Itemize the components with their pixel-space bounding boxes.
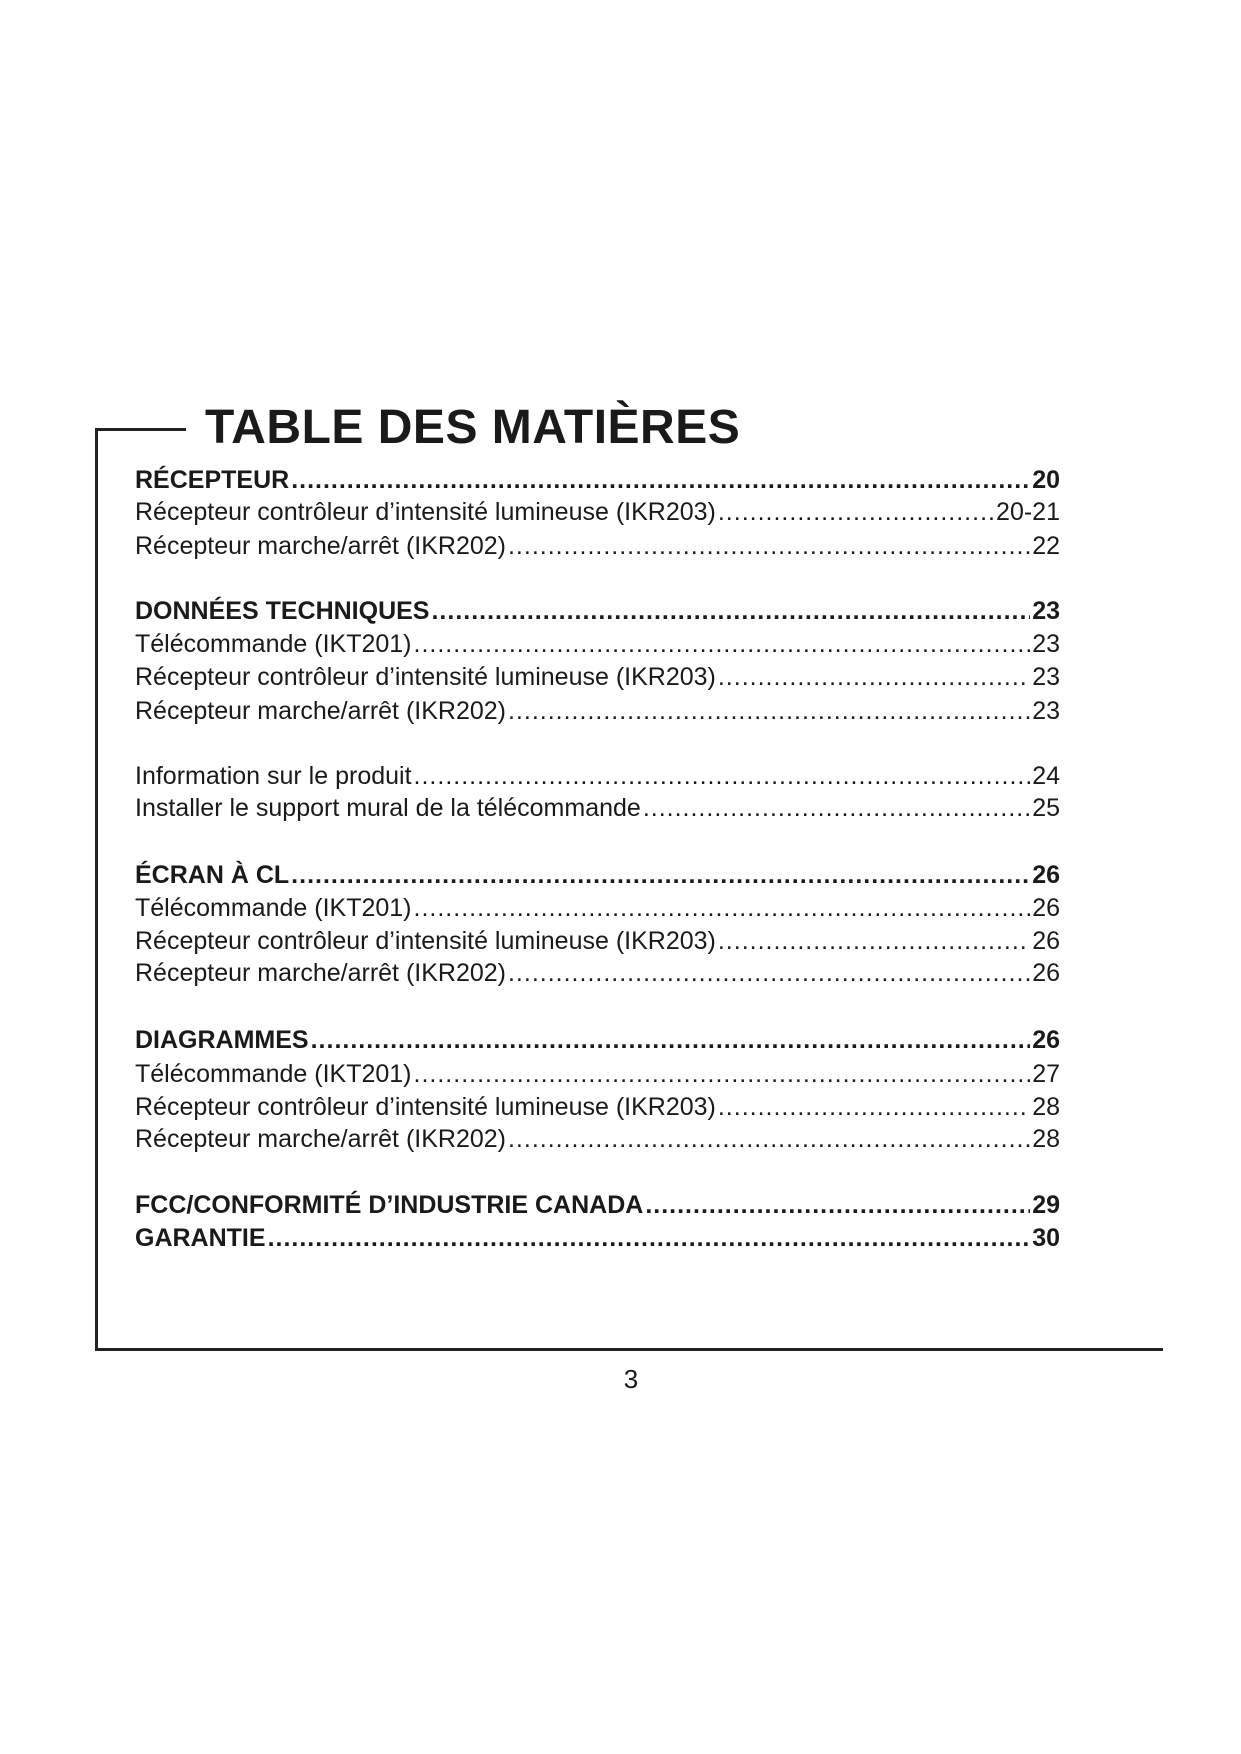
toc-entry-page: 26 [1032,1026,1060,1054]
toc-entry-page: 23 [1032,663,1060,691]
toc-entry-label: Récepteur marche/arrêt (IKR202) [135,532,506,560]
toc-entry-page: 26 [1032,861,1060,889]
toc-entry-page: 27 [1032,1060,1060,1088]
toc-entry-label: Récepteur marche/arrêt (IKR202) [135,697,506,725]
toc-leader-dots [718,496,994,528]
toc-leader-dots [291,464,1030,496]
frame-bottom-rule [95,1348,1163,1351]
toc-entry-page: 28 [1032,1125,1060,1153]
toc-entry-label: Récepteur marche/arrêt (IKR202) [135,959,506,987]
toc-entry-label: RÉCEPTEUR [135,466,290,494]
toc-entry [135,661,1060,693]
toc-leader-dots [268,1222,1031,1254]
toc-entry [135,925,1060,957]
toc-leader-dots [414,1058,1031,1090]
toc-entry-page: 25 [1032,794,1060,822]
toc-entry-label: FCC/CONFORMITÉ D’INDUSTRIE CANADA [135,1191,644,1219]
toc-leader-dots [414,760,1031,792]
frame-left-rule [95,428,98,1351]
toc-section-heading [135,859,1060,891]
toc-entry-label: Télécommande (IKT201) [135,1060,412,1088]
toc-leader-dots [508,957,1030,989]
toc-entry-page: 20-21 [996,498,1060,526]
toc-entry [135,957,1060,989]
toc-entry-page: 30 [1032,1224,1060,1252]
toc-entry [135,1222,1060,1254]
toc-entry-page: 24 [1032,762,1060,790]
toc-entry [135,792,1060,824]
toc-leader-dots [414,892,1031,924]
toc-entry [135,1091,1060,1123]
toc-entry-page: 29 [1032,1191,1060,1219]
toc-leader-dots [291,859,1030,891]
toc-leader-dots [645,1189,1030,1221]
toc-entry-label: ÉCRAN À CL [135,861,290,889]
toc-section-heading [135,464,1060,496]
toc-entry [135,1189,1060,1221]
toc-entry-label: DIAGRAMMES [135,1026,309,1054]
page-title: TABLE DES MATIÈRES [205,401,741,454]
toc-entry-page: 23 [1032,630,1060,658]
toc-entry [135,1058,1060,1090]
toc-leader-dots [508,530,1030,562]
toc-entry-label: Télécommande (IKT201) [135,630,412,658]
toc-entry-page: 26 [1032,894,1060,922]
toc-entry-page: 26 [1032,959,1060,987]
toc-leader-dots [431,595,1030,627]
frame-top-rule [95,428,186,431]
toc-leader-dots [718,1091,1030,1123]
toc-entry-page: 22 [1032,532,1060,560]
toc-entry [135,892,1060,924]
toc-entry-page: 20 [1032,466,1060,494]
toc-entry-label: DONNÉES TECHNIQUES [135,597,430,625]
toc-leader-dots [718,925,1030,957]
page-number: 3 [623,1364,639,1394]
toc-entry-label: Récepteur contrôleur d’intensité lumineuse (IKR203) [135,927,716,955]
toc-entry-label: Récepteur contrôleur d’intensité lumineuse (IKR203) [135,498,716,526]
toc-entry [135,695,1060,727]
toc-leader-dots [414,628,1031,660]
toc-entry-label: Information sur le produit [135,762,412,790]
toc-entry-label: GARANTIE [135,1224,266,1252]
toc-entry-label: Récepteur contrôleur d’intensité lumineuse (IKR203) [135,663,716,691]
toc-entry [135,1123,1060,1155]
toc-leader-dots [311,1024,1031,1056]
toc-entry [135,628,1060,660]
toc-leader-dots [508,1123,1030,1155]
toc-entry-label: Récepteur contrôleur d’intensité lumineuse (IKR203) [135,1093,716,1121]
toc-entry-page: 28 [1032,1093,1060,1121]
toc-entry-label: Installer le support mural de la télécommande [135,794,641,822]
toc-entry-label: Récepteur marche/arrêt (IKR202) [135,1125,506,1153]
toc-leader-dots [508,695,1030,727]
toc-entry [135,530,1060,562]
toc-entry-page: 26 [1032,927,1060,955]
toc-leader-dots [643,792,1030,824]
toc-entry-page: 23 [1032,597,1060,625]
toc-section-heading [135,595,1060,627]
toc-leader-dots [718,661,1030,693]
toc-entry-label: Télécommande (IKT201) [135,894,412,922]
toc-entry-page: 23 [1032,697,1060,725]
toc-entry [135,760,1060,792]
toc-entry [135,496,1060,528]
toc-section-heading [135,1024,1060,1056]
